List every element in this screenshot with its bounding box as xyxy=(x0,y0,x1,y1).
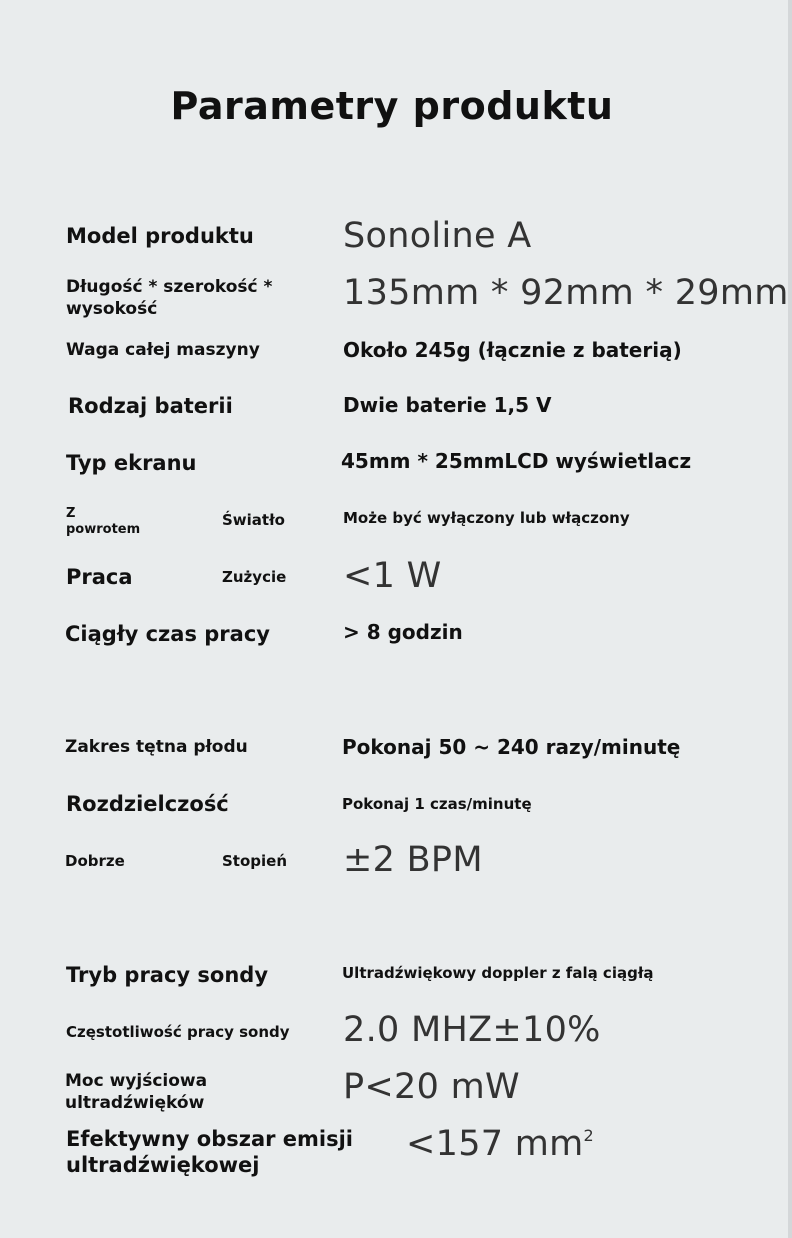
page-edge xyxy=(788,0,792,1238)
emission-area-value-exponent: 2 xyxy=(583,1126,595,1145)
weight-label: Waga całej maszyny xyxy=(66,340,260,360)
fhr-range-label: Zakres tętna płodu xyxy=(65,737,248,757)
continuous-time-label: Ciągły czas pracy xyxy=(65,622,270,646)
probe-frequency-label: Częstotliwość pracy sondy xyxy=(66,1023,290,1041)
accuracy-label: Dobrze xyxy=(65,852,125,870)
dimensions-label xyxy=(66,276,272,320)
probe-mode-value: Ultradźwiękowy doppler z falą ciągłą xyxy=(342,964,654,982)
dimensions-value: 135mm * 92mm * 29mm xyxy=(343,273,789,313)
weight-value: Około 245g (łącznie z baterią) xyxy=(343,338,682,362)
screen-value: 45mm * 25mmLCD wyświetlacz xyxy=(341,449,692,473)
power-sublabel: Zużycie xyxy=(222,568,287,586)
resolution-value: Pokonaj 1 czas/minutę xyxy=(342,795,532,813)
emission-area-label xyxy=(66,1126,353,1178)
backlight-value: Może być wyłączony lub włączony xyxy=(343,509,630,527)
dimensions-label-line2: wysokość xyxy=(66,299,158,319)
power-value: <1 W xyxy=(343,556,442,596)
output-power-label-line1: Moc wyjściowa xyxy=(65,1071,208,1091)
battery-label: Rodzaj baterii xyxy=(68,394,233,418)
battery-value: Dwie baterie 1,5 V xyxy=(343,393,552,417)
output-power-label-line2: ultradźwięków xyxy=(65,1093,205,1113)
emission-area-label-line2: ultradźwiękowej xyxy=(66,1153,260,1177)
backlight-label-line1: Z xyxy=(66,506,76,521)
fhr-range-value: Pokonaj 50 ~ 240 razy/minutę xyxy=(342,735,681,759)
screen-label: Typ ekranu xyxy=(66,451,197,475)
output-power-label xyxy=(65,1070,207,1114)
accuracy-sublabel: Stopień xyxy=(222,852,288,870)
page-title: Parametry produktu xyxy=(170,84,614,128)
power-label: Praca xyxy=(66,565,133,589)
dimensions-label-line1: Długość * szerokość * xyxy=(66,277,273,297)
model-label: Model produktu xyxy=(66,224,254,248)
model-value: Sonoline A xyxy=(343,216,532,256)
emission-area-label-line1: Efektywny obszar emisji xyxy=(66,1127,354,1151)
accuracy-value: ±2 BPM xyxy=(343,840,483,880)
backlight-sublabel: Światło xyxy=(222,511,285,529)
emission-area-value-text: <157 mm xyxy=(406,1124,584,1164)
probe-frequency-value: 2.0 MHZ±10% xyxy=(343,1010,601,1050)
output-power-value: P<20 mW xyxy=(343,1067,520,1107)
backlight-label xyxy=(66,506,140,538)
emission-area-value xyxy=(406,1124,594,1164)
probe-mode-label: Tryb pracy sondy xyxy=(66,963,269,987)
resolution-label: Rozdzielczość xyxy=(66,792,229,816)
continuous-time-value: > 8 godzin xyxy=(343,620,463,644)
backlight-label-line2: powrotem xyxy=(66,522,141,537)
